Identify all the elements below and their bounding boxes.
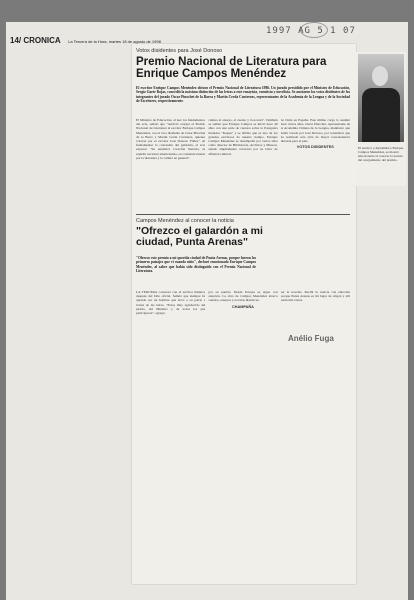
article1-columns [136, 118, 350, 212]
photo-clipping [356, 52, 406, 186]
masthead [10, 30, 210, 45]
article2-lead: "Ofrezco este premio a mi querida ciudad de Punta Arenas, porque fueron los primeros paisajes que vi cuando niño", declaró emocionado Enrique Campos Menéndez, al saber que había sido distinguido con el Premio Nacional de Literatura. [136, 256, 256, 274]
article1-subhead: VOTOS DISIDENTES [296, 145, 334, 150]
article1-column-3: de Chile en España. Este último cargo lo asumió hace varios años. Oscar Pinochet, representante de la Academia Chilena de la Lengua, manifestó que había votado por José Donoso, por considerar que ha realizado una obra de mayor trascendencia literaria para el país. [280, 118, 350, 144]
article2-column-2-wrap [208, 290, 277, 580]
article1-column-3-wrap [281, 118, 350, 212]
article2-subhead: CHAMPAÑA [232, 304, 254, 309]
article2-headline: "Ofrezco el galardón a mi ciudad, Punta Arenas" [136, 225, 263, 249]
photo-figure-head [372, 66, 388, 86]
article2-column-1: LA TERCERA conversó con el escritor minutos después del fallo oficial. Señaló que siempre ha querido ser un hombre que sirve a su patria a través de las letras. "Estoy muy agradecido del jurado, del Ministro y de todos los que participaron", agregó. [136, 290, 206, 316]
issue-date: La Tercera de la Hora, martes 18 de agosto de 1998 [68, 39, 161, 44]
article1-lead: El escritor Enrique Campos Menéndez obtuvo el Premio Nacional de Literatura 1986. Un jurado presidido por el Ministro de Educación, Sergio Gaete Rojas, concedió la máxima distinción de las letras a este ensayista, cuentista y novelista. Se anotaron los votos disidentes de los integrantes del jurado Oscar Pinochet de la Barra y Martín Cerda Contreras, representantes de la Academia de la Lengua y de la Sociedad de Escritores, respectivamente. [136, 86, 350, 104]
article2-column-2: por su pueblo. Desde Europa se sigue con atención. La obra de Campos Menéndez abarca cuentos, ensayos y novelas históricas. [208, 290, 278, 303]
photo-caption: El escritor y diplomático Enrique Campos Menéndez, se mostró emocionado al conocer la noticia del otorgamiento del premio. [358, 146, 404, 162]
article1-column-2: cultura al ensayo, al cuento y la novela". También se señaló que Enrique Campos se inició hace 40 años con una serie de cuentos sobre la Patagonia titulados "Kupen" y se afirma que es uno de los grandes escritores de nuestro tiempo. Enrique Campos Menéndez se desempeñó por varios años como director de Bibliotecas, Archivos y Museos, siendo ampliamente conocido por su labor de difusión cultural. [208, 118, 278, 156]
newspaper-logo: 14/ CRONICA [10, 36, 61, 45]
handwritten-note: 1997 AG 5 1 07 [266, 26, 356, 36]
article1-kicker: Votos disidentes para José Donoso [136, 48, 223, 54]
next-article-headline: Anélio Fuga [288, 334, 334, 343]
article1-headline: Premio Nacional de Literatura para Enrique Campos Menéndez [136, 56, 327, 81]
article2-column-3: ser la novelas. Recibí la noticia con emoción porque Punta Arenas es mi lugar de origen y allí están mis raíces. [280, 290, 350, 303]
article1-column-1: El Ministro de Educación, al leer los fundamentos del acta, señaló que "resolvió otorgar el Premio Nacional de Literatura al escritor Enrique Campos Menéndez, con el voto disidente de César Pinochet de la Barra y Martín Cerda Contreras, quienes votaron por el escritor José Donoso Yáñez". Al fundamentar la concesión del galardón, el acta expresa: "Su auténtica vocación literaria, su espíritu nacional americanista, su constante interés por la literatura y la cultura en general". [136, 118, 206, 160]
article-divider [136, 214, 350, 215]
author-photo [358, 54, 404, 142]
photo-figure-body [362, 88, 400, 142]
article2-kicker: Campos Menéndez al conocer la noticia [136, 218, 234, 224]
